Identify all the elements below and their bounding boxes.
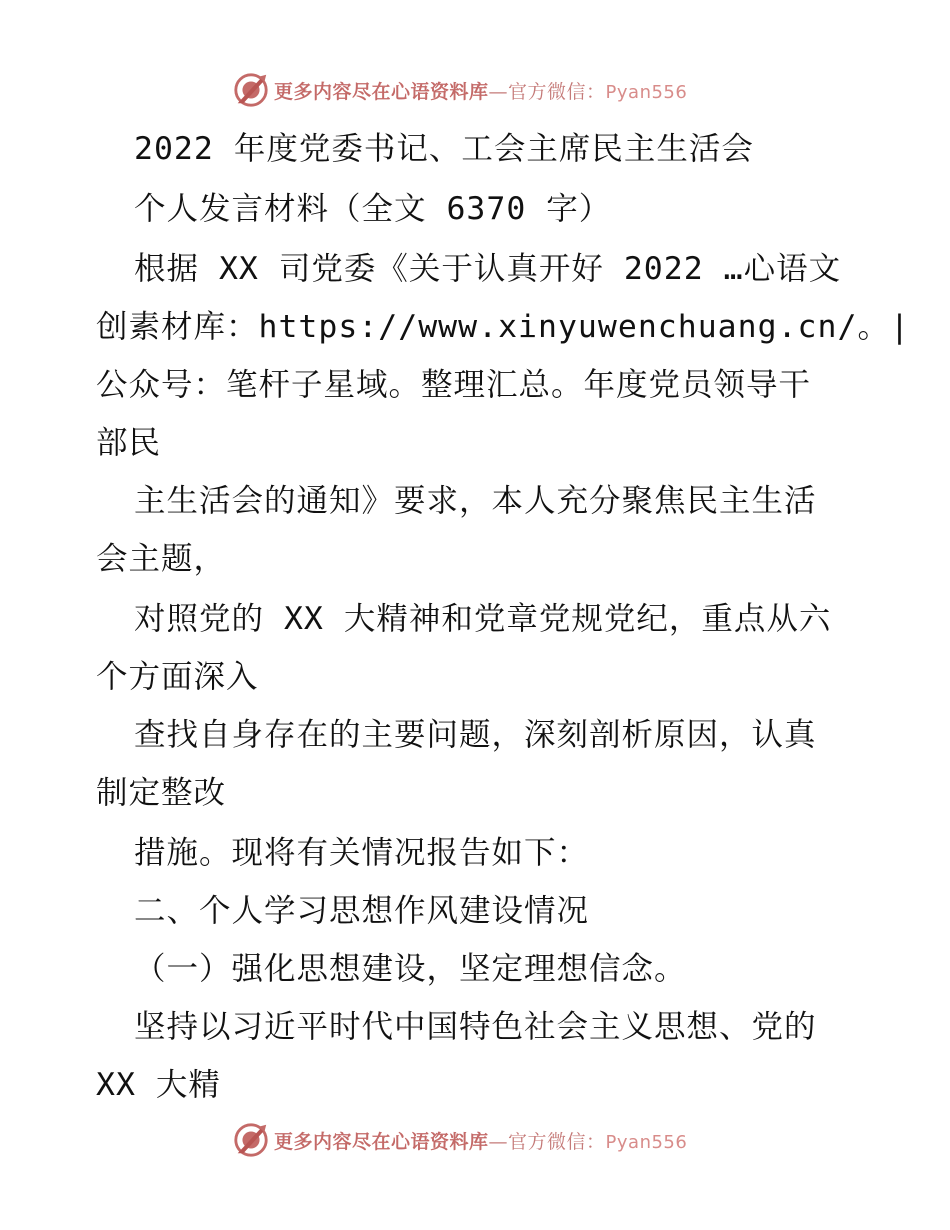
header-banner-lead: 更多内容尽在心语资料库	[274, 80, 489, 103]
header-banner-id: Pyan556	[605, 81, 688, 103]
paragraph-line: 部民	[96, 425, 162, 461]
header-banner-tail: —官方微信：	[488, 80, 606, 103]
header-banner	[232, 70, 712, 110]
paragraph-line: 创素材库：https://www.xinyuwenchuang.cn/。|	[96, 309, 910, 345]
paragraph-line: 个方面深入	[96, 659, 259, 695]
subsection-heading: （一）强化思想建设，坚定理想信念。	[134, 951, 687, 987]
footer-banner-id: Pyan556	[605, 1131, 688, 1153]
footer-banner-tail: —官方微信：	[488, 1130, 606, 1153]
paragraph-line: 根据 XX 司党委《关于认真开好 2022 …心语文	[134, 251, 842, 287]
section-heading: 二、个人学习思想作风建设情况	[134, 893, 590, 929]
header-banner-text	[274, 77, 687, 104]
quill-logo-icon	[232, 71, 270, 109]
footer-banner-lead: 更多内容尽在心语资料库	[274, 1130, 489, 1153]
footer-banner	[232, 1120, 712, 1160]
paragraph-line: XX 大精	[96, 1067, 221, 1103]
paragraph-line: 公众号：笔杆子星域。整理汇总。年度党员领导干	[96, 367, 812, 403]
footer-banner-text	[274, 1127, 687, 1154]
paragraph-line: 主生活会的通知》要求，本人充分聚焦民主生活	[134, 483, 817, 519]
paragraph-line: 坚持以习近平时代中国特色社会主义思想、党的	[134, 1009, 817, 1045]
title-line-1: 2022 年度党委书记、工会主席民主生活会	[134, 131, 754, 167]
quill-logo-icon	[232, 1121, 270, 1159]
paragraph-line: 会主题，	[96, 541, 227, 577]
paragraph-line: 制定整改	[96, 775, 227, 811]
paragraph-line: 措施。现将有关情况报告如下：	[134, 835, 590, 871]
title-line-2: 个人发言材料（全文 6370 字）	[134, 191, 612, 227]
paragraph-line: 对照党的 XX 大精神和党章党规党纪，重点从六	[134, 601, 832, 637]
paragraph-line: 查找自身存在的主要问题，深刻剖析原因，认真	[134, 717, 817, 753]
